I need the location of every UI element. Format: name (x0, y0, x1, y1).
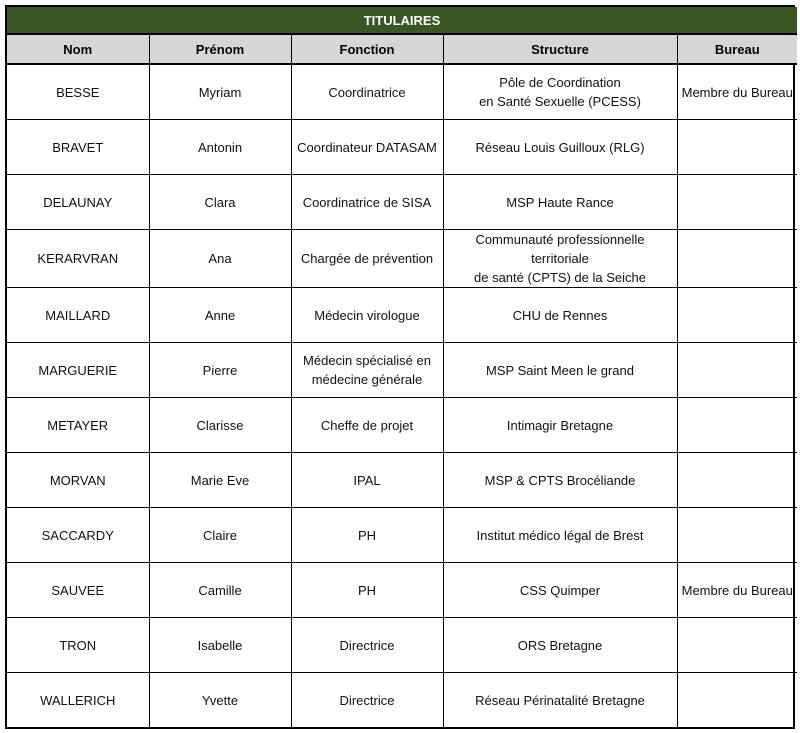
cell-nom: MARGUERIE (7, 343, 149, 398)
cell-structure (443, 343, 677, 398)
cell-fonction-line: Médecin spécialisé en (303, 353, 431, 368)
cell-structure (443, 175, 677, 230)
cell-bureau (677, 230, 797, 288)
cell-structure (443, 673, 677, 728)
table-row (7, 230, 797, 288)
cell-prenom: Clarisse (149, 398, 291, 453)
cell-bureau: Membre du Bureau (677, 563, 797, 618)
cell-fonction (291, 508, 443, 563)
cell-fonction (291, 563, 443, 618)
cell-bureau (677, 453, 797, 508)
cell-structure (443, 288, 677, 343)
cell-prenom: Claire (149, 508, 291, 563)
cell-structure (443, 453, 677, 508)
table-row (7, 288, 797, 343)
cell-prenom: Anne (149, 288, 291, 343)
header-prenom: Prénom (149, 34, 291, 64)
cell-structure (443, 508, 677, 563)
cell-fonction (291, 175, 443, 230)
cell-bureau (677, 398, 797, 453)
cell-prenom: Clara (149, 175, 291, 230)
table-body (7, 64, 797, 727)
table-row (7, 673, 797, 728)
cell-structure-line: Réseau Périnatalité Bretagne (475, 692, 645, 708)
cell-prenom: Camille (149, 563, 291, 618)
cell-fonction-line: Coordinatrice de SISA (302, 194, 432, 210)
table-row (7, 175, 797, 230)
cell-fonction-line: Directrice (339, 692, 395, 708)
cell-structure-line: Intimagir Bretagne (506, 417, 614, 433)
cell-bureau (677, 673, 797, 728)
cell-structure (443, 120, 677, 175)
table-header-row (7, 34, 797, 64)
table-row (7, 343, 797, 398)
cell-fonction-line: Coordinatrice (328, 84, 406, 100)
cell-structure-line: Réseau Louis Guilloux (RLG) (475, 139, 645, 155)
cell-prenom: Pierre (149, 343, 291, 398)
header-nom: Nom (7, 34, 149, 64)
cell-structure (443, 230, 677, 288)
cell-structure-line: ORS Bretagne (517, 637, 603, 653)
cell-bureau (677, 618, 797, 673)
cell-fonction (291, 453, 443, 508)
cell-nom: MAILLARD (7, 288, 149, 343)
header-bureau: Bureau (677, 34, 797, 64)
table-row (7, 120, 797, 175)
cell-nom: METAYER (7, 398, 149, 453)
cell-fonction-line: IPAL (353, 472, 381, 488)
cell-structure-line: MSP Saint Meen le grand (486, 362, 634, 378)
cell-nom: MORVAN (7, 453, 149, 508)
cell-fonction (291, 230, 443, 288)
cell-structure-line: MSP & CPTS Brocéliande (484, 472, 636, 488)
cell-fonction-line: médecine générale (311, 372, 423, 387)
cell-fonction (291, 673, 443, 728)
cell-fonction-line: Coordinateur DATASAM (297, 139, 437, 155)
cell-structure (443, 64, 677, 120)
cell-fonction (291, 120, 443, 175)
cell-prenom: Ana (149, 230, 291, 288)
table-row (7, 618, 797, 673)
cell-nom: BRAVET (7, 120, 149, 175)
cell-nom: KERARVRAN (7, 230, 149, 288)
cell-structure (443, 398, 677, 453)
table-row (7, 64, 797, 120)
cell-prenom: Myriam (149, 64, 291, 120)
table-title-row (7, 7, 797, 34)
cell-bureau (677, 120, 797, 175)
cell-bureau: Membre du Bureau (677, 64, 797, 120)
cell-fonction-line: Médecin virologue (314, 307, 420, 323)
cell-bureau (677, 288, 797, 343)
cell-fonction (291, 343, 443, 398)
cell-fonction-line: PH (357, 582, 377, 598)
header-structure: Structure (443, 34, 677, 64)
header-fonction: Fonction (291, 34, 443, 64)
cell-structure-line: MSP Haute Rance (506, 194, 614, 210)
cell-fonction-line: PH (357, 527, 377, 543)
cell-structure-line: CSS Quimper (519, 582, 601, 598)
cell-nom: SAUVEE (7, 563, 149, 618)
cell-structure-line: Pôle de Coordination (499, 75, 621, 90)
table-row (7, 398, 797, 453)
titulaires-table (7, 7, 797, 727)
cell-fonction-line: Directrice (339, 637, 395, 653)
cell-bureau (677, 508, 797, 563)
cell-structure (443, 563, 677, 618)
cell-structure-line: Institut médico légal de Brest (476, 527, 644, 543)
cell-nom: TRON (7, 618, 149, 673)
cell-nom: BESSE (7, 64, 149, 120)
table-row (7, 453, 797, 508)
cell-fonction (291, 398, 443, 453)
cell-structure-line: Communauté professionnelle territoriale (475, 232, 645, 266)
cell-structure (443, 618, 677, 673)
cell-structure-line: CHU de Rennes (512, 307, 608, 323)
cell-fonction-line: Cheffe de projet (320, 417, 414, 433)
cell-fonction-line: Chargée de prévention (300, 251, 434, 266)
cell-nom: SACCARDY (7, 508, 149, 563)
cell-fonction (291, 618, 443, 673)
table-row (7, 508, 797, 563)
cell-bureau (677, 343, 797, 398)
cell-prenom: Yvette (149, 673, 291, 728)
cell-prenom: Isabelle (149, 618, 291, 673)
cell-structure-line: en Santé Sexuelle (PCESS) (479, 94, 641, 109)
cell-prenom: Antonin (149, 120, 291, 175)
cell-nom: WALLERICH (7, 673, 149, 728)
cell-bureau (677, 175, 797, 230)
table-title: TITULAIRES (7, 7, 797, 34)
cell-fonction (291, 64, 443, 120)
cell-fonction (291, 288, 443, 343)
cell-structure-line: de santé (CPTS) de la Seiche (474, 270, 646, 285)
cell-prenom: Marie Eve (149, 453, 291, 508)
cell-nom: DELAUNAY (7, 175, 149, 230)
titulaires-table-container (5, 5, 795, 729)
table-row (7, 563, 797, 618)
